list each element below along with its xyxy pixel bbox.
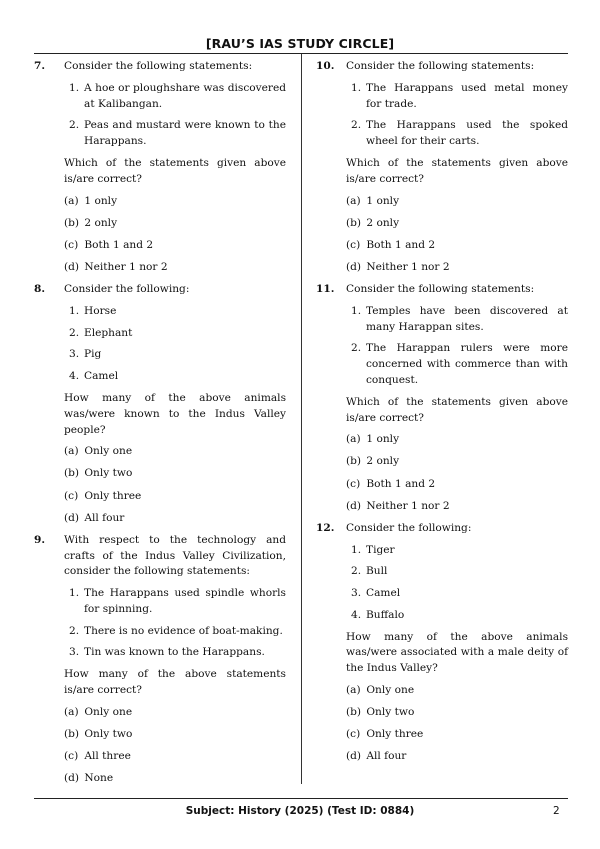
option-text: Neither 1 nor 2 [366,260,450,273]
option-text: All four [366,750,407,763]
option-text: All three [84,750,131,763]
statement-text: Bull [366,565,388,578]
option-a [346,194,568,210]
option-c [64,238,286,254]
question-number: 12. [316,521,335,534]
question-12 [316,521,568,765]
statement-text: The Harappan rulers were more concerned with commerce than with conquest. [366,342,568,386]
statement-number: 2. [351,119,362,132]
question-stem: Consider the following: [64,282,190,295]
option-text: Both 1 and 2 [366,238,436,251]
statement-item [346,304,568,336]
statement-item [346,118,568,150]
option-label: (b) [64,216,80,229]
statement-item [64,369,286,385]
question-8 [34,282,286,526]
question-number: 7. [34,60,46,72]
footer-subject: Subject: History (2025) (Test ID: 0884) [185,805,415,817]
question-stem: Consider the following statements: [346,282,535,295]
question-stem: With respect to the technology and crafts of the Indus Valley Civilization, consider the following statements: [64,533,286,578]
statement-number: 4. [69,370,80,383]
option-label: (a) [346,194,361,207]
option-text: Only two [366,706,415,719]
option-c [346,238,568,254]
statement-text: The Harappans used spindle whorls for spinning. [84,587,286,615]
page-number: 2 [553,805,560,817]
option-text: Only two [84,727,133,740]
question-number: 8. [34,282,46,295]
statement-item [346,341,568,388]
statement-number: 2. [69,326,80,339]
option-d [346,749,568,765]
option-b [64,216,286,232]
option-c [346,477,568,493]
option-label: (c) [64,489,79,502]
statement-text: Peas and mustard were known to the Harappans. [84,119,286,148]
option-label: (d) [346,750,362,763]
statement-number: 1. [351,81,362,94]
option-label: (d) [64,511,80,524]
option-label: (c) [64,238,79,251]
question-10 [316,59,568,276]
option-label: (a) [64,194,79,207]
question-ask: How many of the above statements is/are correct? [64,668,286,697]
statement-item [64,304,286,320]
option-label: (a) [64,705,79,718]
option-text: 2 only [366,455,400,468]
option-c [64,749,286,765]
question-number: 9. [34,533,46,546]
question-11 [316,282,568,514]
option-a [64,194,286,210]
statement-text: Elephant [84,326,133,339]
option-a [64,444,286,460]
option-label: (a) [64,445,79,458]
option-a [346,432,568,448]
statement-text: The Harappans used metal money for trade. [366,81,568,110]
option-text: 2 only [366,216,400,229]
option-label: (d) [346,499,362,512]
statement-text: Temples have been discovered at many Harappan sites. [366,304,568,333]
question-stem: Consider the following statements: [346,60,535,72]
statement-item [346,81,568,113]
statement-item [346,586,568,602]
statement-text: Tiger [366,543,395,556]
question-ask: Which of the statements given above is/are correct? [64,156,286,185]
option-label: (b) [346,216,362,229]
question-ask: Which of the statements given above is/are correct? [346,395,568,424]
statement-text: Pig [84,348,102,361]
footer-rule [34,798,568,799]
statement-text: There is no evidence of boat-making. [84,624,283,637]
option-text: All four [84,511,125,524]
option-text: 2 only [84,216,118,229]
statement-item [64,347,286,363]
statement-text: Tin was known to the Harappans. [84,646,265,659]
option-text: Both 1 and 2 [366,477,436,490]
option-text: 1 only [366,194,400,207]
statement-number: 3. [69,348,80,361]
statement-item [64,81,286,113]
option-label: (b) [64,467,80,480]
option-d [64,260,286,276]
option-label: (b) [346,455,362,468]
question-7 [34,59,286,276]
option-c [64,489,286,505]
option-d [346,499,568,515]
statement-item [64,624,286,640]
option-label: (c) [346,728,361,741]
statement-item [346,608,568,624]
column-divider [301,54,302,784]
option-text: Only three [366,728,424,741]
option-text: Only one [84,445,133,458]
question-ask: Which of the statements given above is/are correct? [346,156,568,185]
option-b [346,705,568,721]
option-text: Only three [84,489,142,502]
option-a [346,683,568,699]
option-text: Only one [84,705,133,718]
question-9 [34,533,286,787]
statement-number: 4. [351,608,362,621]
statement-item [64,326,286,342]
statement-number: 1. [69,587,80,600]
option-label: (d) [64,772,80,785]
question-number: 11. [316,282,335,295]
option-b [346,216,568,232]
statement-item [64,586,286,618]
statement-number: 2. [69,119,80,132]
option-b [346,454,568,470]
statement-number: 1. [351,304,362,317]
statement-text: Horse [84,304,117,317]
option-d [346,260,568,276]
statement-item [64,645,286,661]
option-text: Neither 1 nor 2 [84,260,168,273]
option-label: (c) [346,477,361,490]
statement-item [346,543,568,559]
left-column [34,59,286,793]
statement-text: Camel [84,370,119,383]
option-text: Both 1 and 2 [84,238,154,251]
statement-number: 1. [69,81,80,94]
statement-item [346,564,568,580]
statement-text: The Harappans used the spoked wheel for their carts. [366,119,568,148]
question-stem: Consider the following statements: [64,60,253,72]
option-text: Neither 1 nor 2 [366,499,450,512]
page-header-title: [RAU’S IAS STUDY CIRCLE] [205,36,395,51]
question-ask: How many of the above animals was/were associated with a male deity of the Indus Valley? [346,630,568,675]
option-d [64,771,286,787]
statement-number: 2. [351,342,362,355]
option-label: (a) [346,433,361,446]
statement-number: 2. [69,624,80,637]
statement-text: A hoe or ploughshare was discovered at Kalibangan. [84,81,286,110]
right-column [316,59,568,771]
option-text: Only two [84,467,133,480]
statement-number: 3. [69,646,80,659]
option-label: (c) [346,238,361,251]
statement-number: 1. [69,304,80,317]
question-number: 10. [316,60,335,72]
option-text: 1 only [84,194,118,207]
option-text: 1 only [366,433,400,446]
option-text: None [84,772,114,785]
statement-item [64,118,286,150]
statement-number: 3. [351,587,362,600]
question-stem: Consider the following: [346,521,472,534]
option-label: (b) [64,727,80,740]
option-a [64,705,286,721]
option-b [64,466,286,482]
statement-text: Buffalo [366,608,405,621]
statement-text: Camel [366,587,401,600]
option-c [346,727,568,743]
option-label: (c) [64,750,79,763]
option-label: (a) [346,684,361,697]
option-b [64,727,286,743]
question-ask: How many of the above animals was/were known to the Indus Valley people? [64,391,286,436]
option-d [64,511,286,527]
option-label: (d) [64,260,80,273]
option-label: (d) [346,260,362,273]
statement-number: 2. [351,565,362,578]
option-label: (b) [346,706,362,719]
statement-number: 1. [351,543,362,556]
option-text: Only one [366,684,415,697]
